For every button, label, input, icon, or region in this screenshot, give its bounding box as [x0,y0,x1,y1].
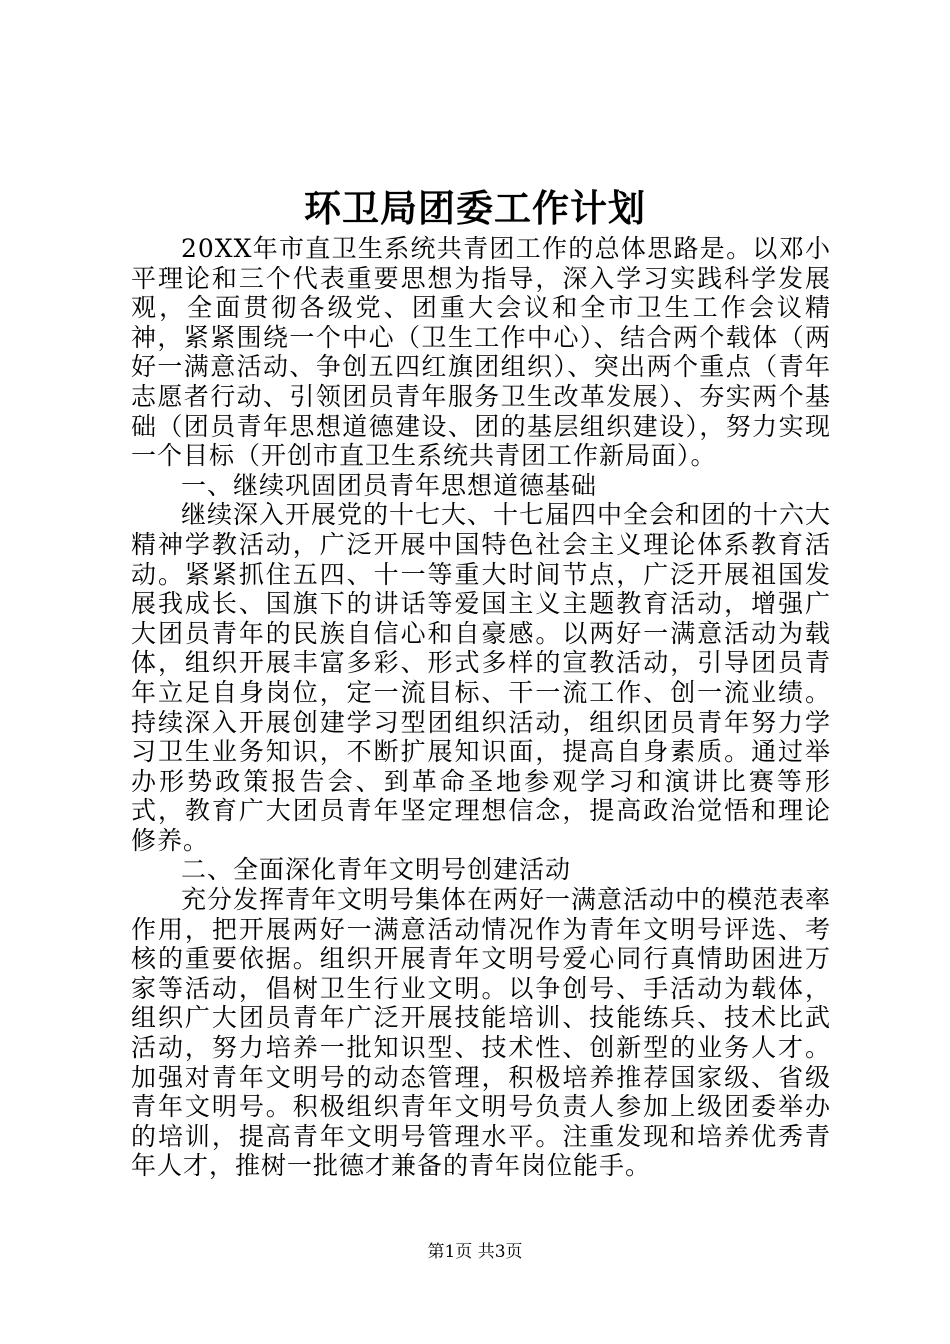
paragraph-section-2: 充分发挥青年文明号集体在两好一满意活动中的模范表率作用，把开展两好一满意活动情况作为青年文明号评选、考核的重要依据。组织开展青年文明号爱心同行真情助困进万家等活动，倡树卫生行业文明。以争创号、手活动为载体，组织广大团员青年广泛开展技能培训、技能练兵、技术比武活动，努力培养一批知识型、技术性、创新型的业务人才。加强对青年文明号的动态管理，积极培养推荐国家级、省级青年文明号。积极组织青年文明号负责人参加上级团委举办的培训，提高青年文明号管理水平。注重发现和培养优秀青年人才，推树一批德才兼备的青年岗位能手。 [131,885,832,1181]
paragraph-section-1: 继续深入开展党的十七大、十七届四中全会和团的十六大精神学教活动，广泛开展中国特色社会主义理论体系教育活动。紧紧抓住五四、十一等重大时间节点，广泛开展祖国发展我成长、国旗下的讲话等爱国主义主题教育活动，增强广大团员青年的民族自信心和自豪感。以两好一满意活动为载体，组织开展丰富多彩、形式多样的宣教活动，引导团员青年立足自身岗位，定一流目标、干一流工作、创一流业绩。持续深入开展创建学习型团组织活动，组织团员青年努力学习卫生业务知识，不断扩展知识面，提高自身素质。通过举办形势政策报告会、到革命圣地参观学习和演讲比赛等形式，教育广大团员青年坚定理想信念，提高政治觉悟和理论修养。 [131,500,832,855]
page-footer: 第1页 共3页 [427,1242,523,1262]
section-heading-1: 一、继续巩固团员青年思想道德基础 [181,470,598,500]
section-heading-2: 二、全面深化青年文明号创建活动 [181,855,572,885]
paragraph-intro: 20XX年市直卫生系统共青团工作的总体思路是。以邓小平理论和三个代表重要思想为指导，深入学习实践科学发展观，全面贯彻各级党、团重大会议和全市卫生工作会议精神，紧紧围绕一个中心（卫生工作中心）、结合两个载体（两好一满意活动、争创五四红旗团组织）、突出两个重点（青年志愿者行动、引领团员青年服务卫生改革发展）、夯实两个基础（团员青年思想道德建设、团的基层组织建设），努力实现一个目标（开创市直卫生系统共青团工作新局面）。 [131,234,831,471]
document-body [131,234,831,1181]
document-title: 环卫局团委工作计划 [304,186,646,230]
